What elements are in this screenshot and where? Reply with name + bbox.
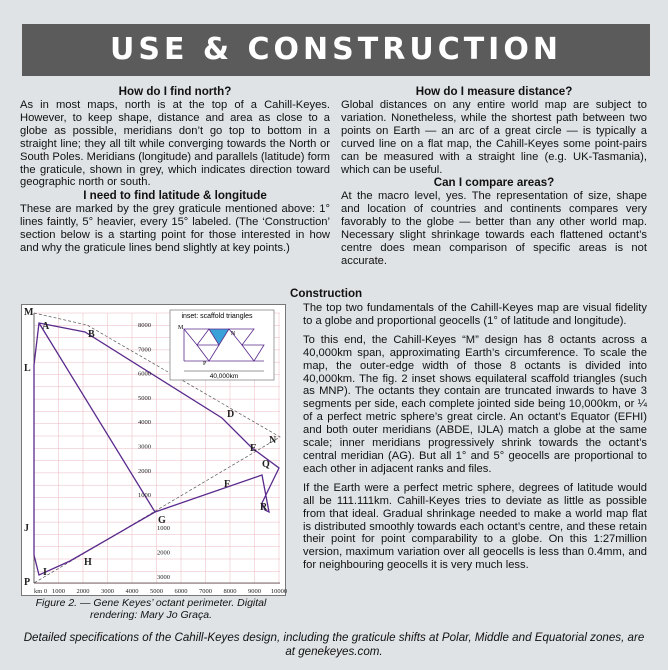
x-tick-label: 6000 <box>174 588 188 595</box>
x-tick-label: 1000 <box>52 588 65 595</box>
x-tick-label: km 0 <box>34 588 48 595</box>
inset-scale-label: 40,000km <box>209 373 239 380</box>
y-tick-label: 2000 <box>138 467 151 475</box>
x-tick-label: 10000 <box>270 588 288 595</box>
inset-label-p: P <box>203 361 207 367</box>
octant-diagram <box>22 305 288 595</box>
point-label-g: G <box>158 515 166 526</box>
x-tick-label: 2000 <box>76 588 90 595</box>
paragraph-construction-3: If the Earth were a perfect metric sphere, degrees of latitude would all be 111.111km. Cahill-Keyes tries to deviate as little as possible from that ideal. Gradual shrinkage needed to make a world map flat is distributed smoothly towards each octant’s centre, and these retain their point for point comparability to a globe. On this 1:27million version, maximum variation over all geocells is less than 0.4mm, and for neighbouring geocells it is very much less. <box>303 481 647 572</box>
inset-title: inset: scaffold triangles <box>181 313 253 320</box>
point-label-f: F <box>224 479 231 490</box>
point-label-i: I <box>43 567 47 578</box>
paragraph-compare-areas: At the macro level, yes. The representation of size, shape and location of countries and continents compares very favorably to the globe — better than any other world map. Necessary slight shrinkage towards each flattened octant’s centre does mean comparison of specific areas is not accurate. <box>341 190 647 267</box>
x-tick-label: 7000 <box>199 588 212 595</box>
y-tick-label-lower: 3000 <box>157 574 170 581</box>
y-tick-label-lower: 1000 <box>157 525 170 532</box>
x-tick-label: 5000 <box>150 588 163 595</box>
heading-measure-distance: How do I measure distance? <box>415 85 573 98</box>
point-label-e: E <box>250 443 257 454</box>
left-column <box>20 85 330 255</box>
point-label-q: Q <box>262 459 270 470</box>
y-tick-label: 8000 <box>138 322 151 329</box>
paragraph-construction-1: The top two fundamentals of the Cahill-Keyes map are visual fidelity to a globe and proportional geocells (1° of latitude and longitude). <box>303 302 647 327</box>
point-label-d: D <box>227 409 235 420</box>
inset-scaffold <box>170 310 274 380</box>
heading-compare-areas: Can I compare areas? <box>433 176 555 190</box>
x-tick-label: 9000 <box>248 588 261 595</box>
point-label-l: L <box>24 363 31 374</box>
y-tick-label: 7000 <box>138 346 151 354</box>
paragraph-construction-2: To this end, the Cahill-Keyes “M” design has 8 octants across a 40,000km span, approximating Earth’s circumference. To scale the map, the outer-edge width of those 8 octants is divided into 40,000km. The fig. 2 inset shows equilateral scaffold triangles (such as MNP). The octants they contain are truncated inwards to have 3 segments per side, each complete jointed side being 10,000km, or ¼ of a perfect metric sphere’s great circle. An octant’s Equator (EFHI) and both outer meridians (ABDE, IJLA) match a globe at the same scale; inner meridians progressively shrink towards the octant’s central meridian (AG). But all 1° and 5° geocells are proportional to each other in adjacent ranks and files. <box>303 333 647 475</box>
y-tick-label: 1000 <box>138 492 151 500</box>
point-label-p: P <box>24 577 31 588</box>
section-banner: USE & CONSTRUCTION <box>22 24 650 76</box>
y-tick-label: 6000 <box>138 370 151 378</box>
y-tick-label: 3000 <box>138 443 151 451</box>
point-label-m: M <box>24 307 34 318</box>
heading-lat-long: I need to find latitude & longitude <box>83 189 267 203</box>
paragraph-find-north: As in most maps, north is at the top of a Cahill-Keyes. However, to keep shape, distance and area as close to a globe as possible, meridians don’t go top to bottom in a straight line; they all tilt while converging towards the North or South Poles. Meridians (longitude) and parallels (latitude) form the graticule, shown in grey, which indicates direction toward geographic north or south. <box>20 99 330 189</box>
y-tick-label: 5000 <box>138 394 151 402</box>
point-label-a: A <box>42 321 50 332</box>
inset-label-m: M <box>178 325 184 331</box>
y-tick-label: 4000 <box>138 419 151 427</box>
right-column <box>341 85 647 268</box>
point-label-r: R <box>260 502 268 513</box>
x-tick-label: 3000 <box>101 588 114 595</box>
paragraph-lat-long: These are marked by the grey graticule mentioned above: 1° lines faintly, 5° heavier, every 15° labeled. (The ‘Construction’ section below is a starting point for those interested in how and why the graticule lines bend slightly at key points.) <box>20 203 330 255</box>
point-label-h: H <box>84 557 92 568</box>
point-label-n: N <box>269 435 277 446</box>
figure-octant-perimeter <box>21 304 286 596</box>
construction-column <box>303 302 647 578</box>
heading-construction: Construction <box>290 287 363 300</box>
footer-note: Detailed specifications of the Cahill-Keyes design, including the graticule shifts at Polar, Middle and Equatorial zones, are at genekeyes.com. <box>23 631 645 658</box>
figure-caption: Figure 2. — Gene Keyes’ octant perimeter. Digital rendering: Mary Jo Graça. <box>35 597 267 621</box>
x-tick-label: 8000 <box>223 588 237 595</box>
inset-label-n: N <box>231 331 236 337</box>
y-tick-label-lower: 2000 <box>157 549 170 557</box>
x-tick-label: 4000 <box>125 588 139 595</box>
heading-find-north: How do I find north? <box>118 85 232 98</box>
point-label-j: J <box>24 523 29 534</box>
paragraph-measure-distance: Global distances on any entire world map are subject to variation. Nonetheless, while the shortest path between two points on Earth — an arc of a great circle — is typically a curved line on a flat map, the Cahill-Keyes some point-pairs can be measured with a straight line (e.g. UK-Tasmania), which can be useful. <box>341 99 647 176</box>
point-label-b: B <box>88 329 95 340</box>
